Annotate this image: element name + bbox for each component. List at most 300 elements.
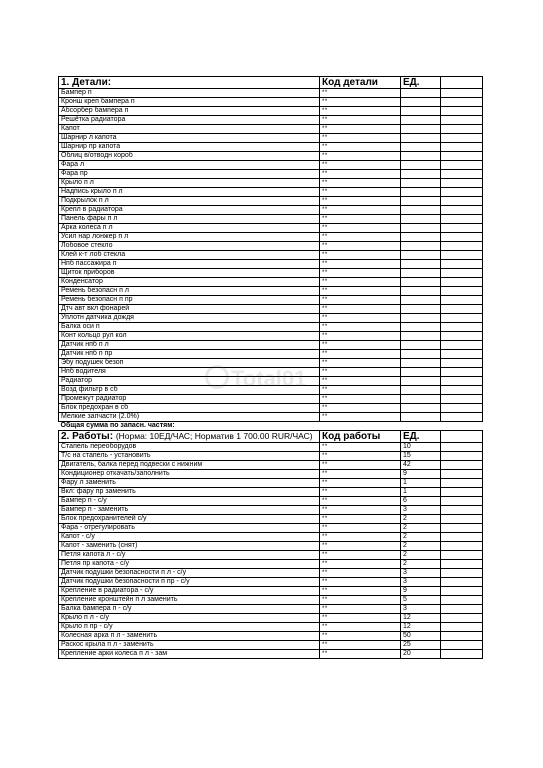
part-extra — [441, 341, 483, 350]
parts-row — [59, 206, 483, 215]
work-extra — [441, 515, 483, 524]
part-extra — [441, 278, 483, 287]
work-extra — [441, 623, 483, 632]
part-code: ** — [320, 188, 401, 197]
part-name: Подкрылок п л — [59, 197, 320, 206]
work-code: ** — [320, 641, 401, 650]
works-row — [59, 641, 483, 650]
work-units: 5 — [401, 596, 441, 605]
part-extra — [441, 287, 483, 296]
part-extra — [441, 305, 483, 314]
work-extra — [441, 605, 483, 614]
part-extra — [441, 107, 483, 116]
part-extra — [441, 224, 483, 233]
work-name: Блок предохранителей с/у — [59, 515, 320, 524]
part-code: ** — [320, 395, 401, 404]
work-units: 1 — [401, 479, 441, 488]
parts-row — [59, 287, 483, 296]
part-extra — [441, 260, 483, 269]
work-code: ** — [320, 461, 401, 470]
parts-row — [59, 107, 483, 116]
work-units: 9 — [401, 587, 441, 596]
works-row — [59, 551, 483, 560]
part-code: ** — [320, 314, 401, 323]
parts-row — [59, 305, 483, 314]
works-extra-header — [441, 431, 483, 443]
part-name: Датчик нпб п пр — [59, 350, 320, 359]
work-code: ** — [320, 623, 401, 632]
work-units: 2 — [401, 533, 441, 542]
part-name: Крыло п л — [59, 179, 320, 188]
work-units: 1 — [401, 488, 441, 497]
works-row — [59, 596, 483, 605]
work-extra — [441, 479, 483, 488]
parts-row — [59, 278, 483, 287]
work-name: Крепление в радиатора - с/у — [59, 587, 320, 596]
part-name: Капот — [59, 125, 320, 134]
work-units: 3 — [401, 578, 441, 587]
part-name: Ремень безопасн п пр — [59, 296, 320, 305]
part-name: Мелкие запчасти (2.0%) — [59, 413, 320, 422]
work-units: 25 — [401, 641, 441, 650]
part-units — [401, 278, 441, 287]
parts-row — [59, 350, 483, 359]
part-units — [401, 305, 441, 314]
part-units — [401, 350, 441, 359]
parts-row — [59, 395, 483, 404]
work-name: Капот - с/у — [59, 533, 320, 542]
work-extra — [441, 488, 483, 497]
works-row — [59, 614, 483, 623]
parts-row — [59, 116, 483, 125]
work-name: Бампер п - с/у — [59, 497, 320, 506]
parts-row — [59, 341, 483, 350]
works-code-header: Код работы — [320, 431, 401, 443]
part-units — [401, 233, 441, 242]
works-norm: (Норма: 10ЕД/ЧАС; Норматив 1 700.00 RUR/ЧАС) — [115, 431, 313, 441]
part-code: ** — [320, 134, 401, 143]
work-extra — [441, 614, 483, 623]
part-code: ** — [320, 242, 401, 251]
work-name: Петля пр капота - с/у — [59, 560, 320, 569]
parts-row — [59, 143, 483, 152]
works-row — [59, 632, 483, 641]
part-code: ** — [320, 260, 401, 269]
works-row — [59, 578, 483, 587]
work-units: 3 — [401, 569, 441, 578]
part-units — [401, 368, 441, 377]
work-name: Фару л заменить — [59, 479, 320, 488]
part-extra — [441, 386, 483, 395]
part-name: Решётка радиатора — [59, 116, 320, 125]
part-code: ** — [320, 404, 401, 413]
part-units — [401, 143, 441, 152]
part-name: Арка колеса п л — [59, 224, 320, 233]
work-units: 2 — [401, 560, 441, 569]
work-code: ** — [320, 479, 401, 488]
part-code: ** — [320, 116, 401, 125]
part-code: ** — [320, 125, 401, 134]
part-name: Надпись крыло п л — [59, 188, 320, 197]
part-units — [401, 341, 441, 350]
work-code: ** — [320, 524, 401, 533]
part-name: Уплотн датчика дождя — [59, 314, 320, 323]
parts-row — [59, 368, 483, 377]
parts-unit-header: ЕД. — [401, 77, 441, 89]
part-extra — [441, 395, 483, 404]
parts-title: 1. Детали: — [59, 77, 320, 89]
part-units — [401, 197, 441, 206]
work-code: ** — [320, 605, 401, 614]
part-name: Облиц в/отводн короб — [59, 152, 320, 161]
work-units: 12 — [401, 623, 441, 632]
works-row — [59, 497, 483, 506]
part-units — [401, 314, 441, 323]
work-code: ** — [320, 560, 401, 569]
part-units — [401, 98, 441, 107]
part-extra — [441, 152, 483, 161]
part-extra — [441, 413, 483, 422]
part-code: ** — [320, 350, 401, 359]
part-name: Лобовое стекло — [59, 242, 320, 251]
parts-row — [59, 89, 483, 98]
part-code: ** — [320, 215, 401, 224]
part-units — [401, 377, 441, 386]
part-extra — [441, 269, 483, 278]
work-name: Раскос крыла п л - заменить — [59, 641, 320, 650]
part-code: ** — [320, 341, 401, 350]
part-name: Фара пр — [59, 170, 320, 179]
part-name: Нпб пассажира п — [59, 260, 320, 269]
parts-row — [59, 170, 483, 179]
parts-row — [59, 197, 483, 206]
part-extra — [441, 368, 483, 377]
work-units: 20 — [401, 650, 441, 659]
part-code: ** — [320, 269, 401, 278]
part-name: Фара л — [59, 161, 320, 170]
part-units — [401, 170, 441, 179]
works-row — [59, 587, 483, 596]
part-extra — [441, 206, 483, 215]
work-units: 6 — [401, 497, 441, 506]
work-name: Балка бампера п - с/у — [59, 605, 320, 614]
work-code: ** — [320, 515, 401, 524]
work-extra — [441, 569, 483, 578]
part-units — [401, 152, 441, 161]
parts-row — [59, 179, 483, 188]
part-code: ** — [320, 386, 401, 395]
work-code: ** — [320, 614, 401, 623]
parts-row — [59, 188, 483, 197]
works-row — [59, 623, 483, 632]
parts-row — [59, 242, 483, 251]
part-name: Промежут радиатор — [59, 395, 320, 404]
part-code: ** — [320, 332, 401, 341]
part-extra — [441, 323, 483, 332]
part-extra — [441, 359, 483, 368]
work-code: ** — [320, 506, 401, 515]
part-name: Шарнир пр капота — [59, 143, 320, 152]
works-header-row — [59, 431, 483, 443]
work-name: Фара - отрегулировать — [59, 524, 320, 533]
work-units: 9 — [401, 470, 441, 479]
part-extra — [441, 143, 483, 152]
work-name: Датчик подушки безопасности п пр - с/у — [59, 578, 320, 587]
work-units: 42 — [401, 461, 441, 470]
part-extra — [441, 332, 483, 341]
part-units — [401, 332, 441, 341]
work-units: 50 — [401, 632, 441, 641]
parts-row — [59, 269, 483, 278]
work-code: ** — [320, 542, 401, 551]
part-name: Конденсатор — [59, 278, 320, 287]
works-row — [59, 488, 483, 497]
part-code: ** — [320, 413, 401, 422]
part-name: Возд фильтр в сб — [59, 386, 320, 395]
works-title: 2. Работы: — [61, 431, 114, 442]
work-code: ** — [320, 470, 401, 479]
work-name: Колесная арка п л - заменить — [59, 632, 320, 641]
works-unit-header: ЕД. — [401, 431, 441, 443]
part-code: ** — [320, 89, 401, 98]
parts-row — [59, 251, 483, 260]
part-extra — [441, 350, 483, 359]
works-row — [59, 560, 483, 569]
work-units: 2 — [401, 551, 441, 560]
part-code: ** — [320, 278, 401, 287]
work-extra — [441, 650, 483, 659]
parts-row — [59, 233, 483, 242]
works-row — [59, 524, 483, 533]
part-code: ** — [320, 287, 401, 296]
part-code: ** — [320, 98, 401, 107]
part-code: ** — [320, 224, 401, 233]
part-extra — [441, 314, 483, 323]
parts-row — [59, 359, 483, 368]
part-units — [401, 188, 441, 197]
parts-row — [59, 323, 483, 332]
parts-total-row — [59, 422, 483, 431]
works-title-cell — [59, 431, 320, 443]
part-name: Эбу подушек безоп — [59, 359, 320, 368]
part-name: Клей к-т лоб стекла — [59, 251, 320, 260]
works-row — [59, 515, 483, 524]
part-units — [401, 287, 441, 296]
part-units — [401, 134, 441, 143]
part-units — [401, 161, 441, 170]
part-name: Кронш креп бампера п — [59, 98, 320, 107]
part-units — [401, 215, 441, 224]
work-units: 12 — [401, 614, 441, 623]
work-extra — [441, 452, 483, 461]
part-extra — [441, 161, 483, 170]
part-extra — [441, 179, 483, 188]
work-code: ** — [320, 497, 401, 506]
parts-row — [59, 377, 483, 386]
part-name: Абсорбер бампера п — [59, 107, 320, 116]
parts-code-header: Код детали — [320, 77, 401, 89]
part-extra — [441, 233, 483, 242]
work-code: ** — [320, 632, 401, 641]
part-code: ** — [320, 251, 401, 260]
part-extra — [441, 170, 483, 179]
work-extra — [441, 533, 483, 542]
part-name: Бампер п — [59, 89, 320, 98]
part-extra — [441, 188, 483, 197]
work-code: ** — [320, 452, 401, 461]
part-code: ** — [320, 233, 401, 242]
work-code: ** — [320, 569, 401, 578]
work-extra — [441, 560, 483, 569]
part-units — [401, 116, 441, 125]
part-extra — [441, 89, 483, 98]
part-code: ** — [320, 359, 401, 368]
work-name: Крыло п л - с/у — [59, 614, 320, 623]
work-extra — [441, 596, 483, 605]
work-name: Крепление кронштейн п л заменить — [59, 596, 320, 605]
works-row — [59, 650, 483, 659]
work-extra — [441, 542, 483, 551]
part-name: Крепл в радиатора — [59, 206, 320, 215]
work-name: Крепление арки колеса п л - зам — [59, 650, 320, 659]
work-code: ** — [320, 443, 401, 452]
works-row — [59, 470, 483, 479]
part-name: Ремень безопасн п л — [59, 287, 320, 296]
work-units: 10 — [401, 443, 441, 452]
work-code: ** — [320, 488, 401, 497]
part-extra — [441, 242, 483, 251]
work-extra — [441, 461, 483, 470]
part-extra — [441, 215, 483, 224]
part-name: Панель фары п л — [59, 215, 320, 224]
part-units — [401, 269, 441, 278]
work-extra — [441, 641, 483, 650]
work-extra — [441, 497, 483, 506]
part-extra — [441, 377, 483, 386]
works-row — [59, 569, 483, 578]
works-row — [59, 605, 483, 614]
work-name: Т/с на стапель - установить — [59, 452, 320, 461]
part-name: Усил нар лонжер п л — [59, 233, 320, 242]
work-extra — [441, 524, 483, 533]
work-extra — [441, 470, 483, 479]
part-units — [401, 395, 441, 404]
part-extra — [441, 251, 483, 260]
work-code: ** — [320, 533, 401, 542]
part-name: Радиатор — [59, 377, 320, 386]
part-name: Блок предохран в сб — [59, 404, 320, 413]
parts-row — [59, 125, 483, 134]
parts-row — [59, 260, 483, 269]
part-units — [401, 206, 441, 215]
part-name: Щиток приборов — [59, 269, 320, 278]
work-name: Стапель переоборудов — [59, 443, 320, 452]
part-code: ** — [320, 368, 401, 377]
part-name: Датчик нпб п л — [59, 341, 320, 350]
part-extra — [441, 116, 483, 125]
part-code: ** — [320, 152, 401, 161]
part-units — [401, 404, 441, 413]
part-extra — [441, 296, 483, 305]
works-row — [59, 443, 483, 452]
work-extra — [441, 578, 483, 587]
part-units — [401, 179, 441, 188]
work-name: Датчик подушки безопасности п л - с/у — [59, 569, 320, 578]
work-name: Кондиционер откачать/заполнить — [59, 470, 320, 479]
part-units — [401, 386, 441, 395]
parts-row — [59, 215, 483, 224]
parts-row — [59, 386, 483, 395]
part-code: ** — [320, 197, 401, 206]
works-row — [59, 461, 483, 470]
parts-row — [59, 152, 483, 161]
part-units — [401, 125, 441, 134]
part-name: Балка оси п — [59, 323, 320, 332]
part-extra — [441, 98, 483, 107]
parts-total-label: Общая сумма по запасн. частям: — [60, 422, 175, 429]
parts-row — [59, 413, 483, 422]
parts-header-row — [59, 77, 483, 89]
work-name: Капот - заменить (снят) — [59, 542, 320, 551]
work-code: ** — [320, 578, 401, 587]
work-name: Двигатель, балка перед подвески с нижним — [59, 461, 320, 470]
part-units — [401, 323, 441, 332]
parts-row — [59, 224, 483, 233]
part-units — [401, 89, 441, 98]
part-code: ** — [320, 143, 401, 152]
work-code: ** — [320, 551, 401, 560]
work-extra — [441, 443, 483, 452]
part-units — [401, 242, 441, 251]
part-code: ** — [320, 377, 401, 386]
work-extra — [441, 506, 483, 515]
parts-row — [59, 332, 483, 341]
parts-row — [59, 134, 483, 143]
parts-row — [59, 98, 483, 107]
part-units — [401, 413, 441, 422]
works-row — [59, 506, 483, 515]
work-extra — [441, 632, 483, 641]
works-row — [59, 533, 483, 542]
part-extra — [441, 197, 483, 206]
part-extra — [441, 134, 483, 143]
work-code: ** — [320, 650, 401, 659]
works-row — [59, 542, 483, 551]
part-code: ** — [320, 161, 401, 170]
part-code: ** — [320, 296, 401, 305]
works-row — [59, 479, 483, 488]
watermark-text: Total01 — [231, 366, 307, 391]
work-name: Бампер п - заменить — [59, 506, 320, 515]
part-extra — [441, 404, 483, 413]
work-code: ** — [320, 587, 401, 596]
work-name: Крыло п пр - с/у — [59, 623, 320, 632]
work-units: 2 — [401, 542, 441, 551]
work-units: 2 — [401, 515, 441, 524]
works-row — [59, 452, 483, 461]
work-name: Петля капота л - с/у — [59, 551, 320, 560]
part-name: Дтч авт вкл фонарей — [59, 305, 320, 314]
part-units — [401, 224, 441, 233]
part-units — [401, 251, 441, 260]
work-code: ** — [320, 596, 401, 605]
parts-extra-header — [441, 77, 483, 89]
part-code: ** — [320, 305, 401, 314]
part-name: Шарнир л капота — [59, 134, 320, 143]
part-code: ** — [320, 206, 401, 215]
part-units — [401, 260, 441, 269]
part-units — [401, 296, 441, 305]
